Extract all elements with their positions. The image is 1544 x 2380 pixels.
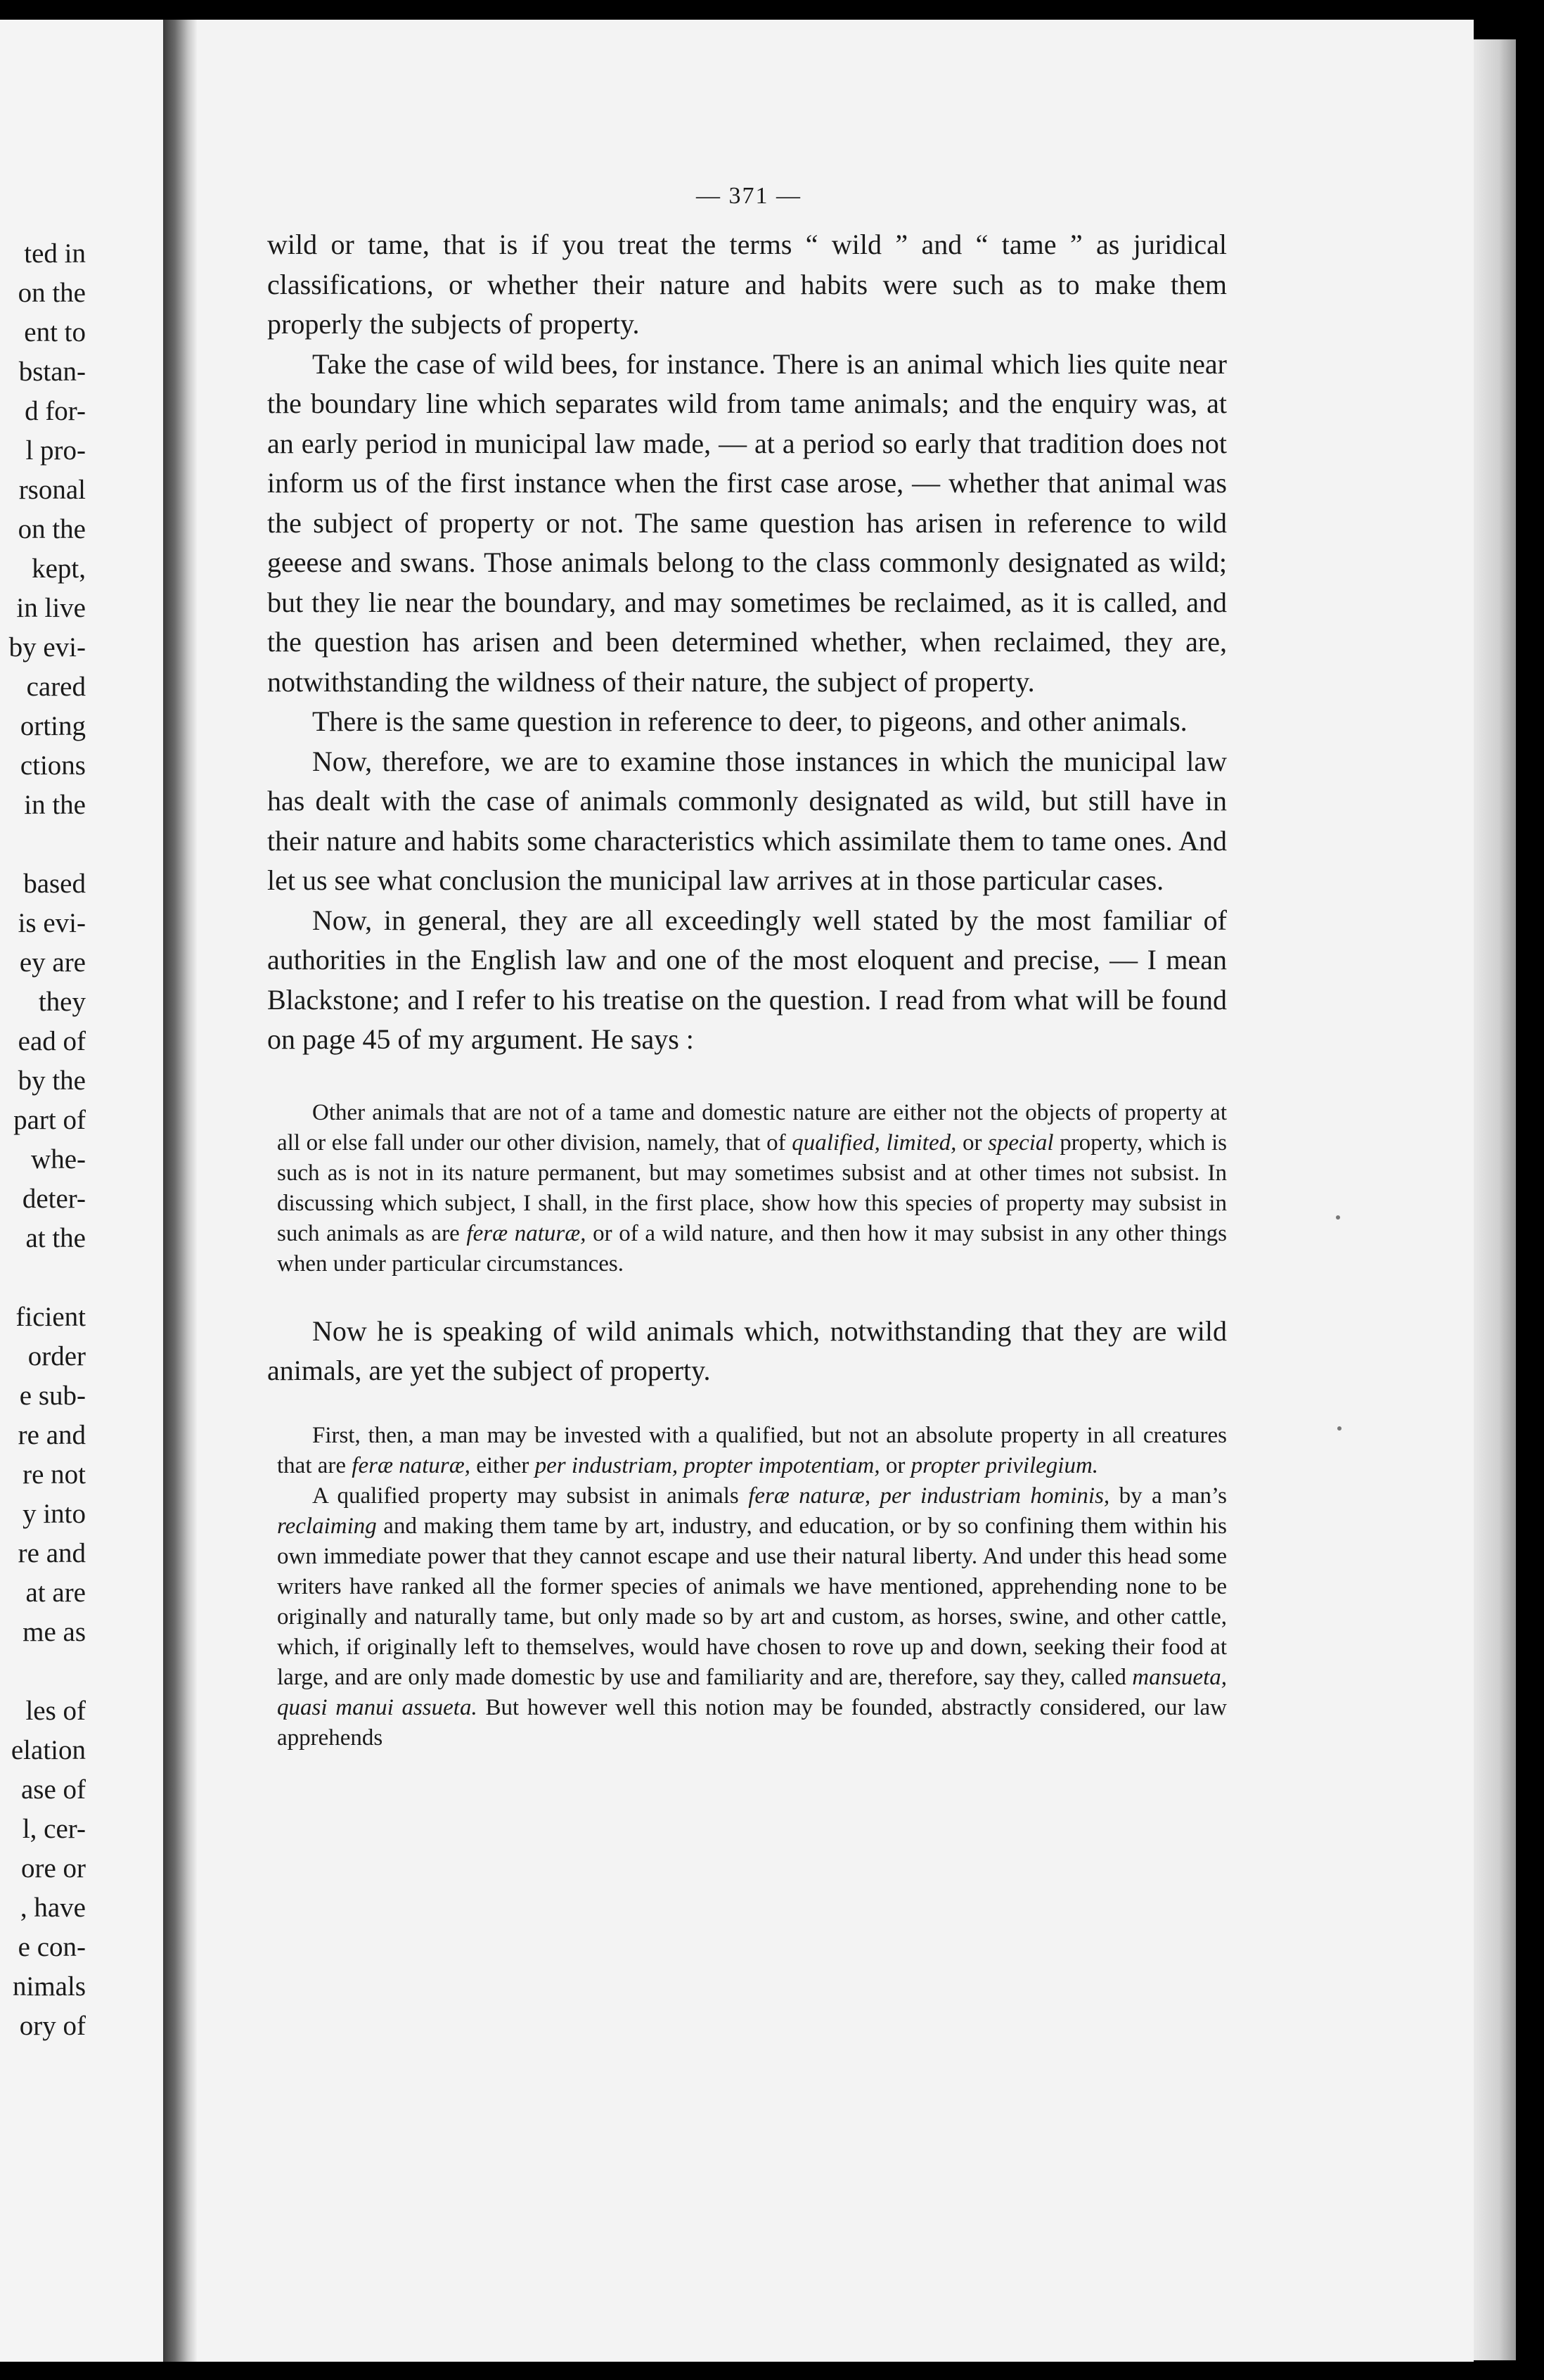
quote-italic: per industriam, propter impotentiam, — [534, 1452, 880, 1478]
left-page-line-fragment: les of — [25, 1696, 86, 1726]
blockquote-other-animals — [267, 1098, 1227, 1279]
left-page-line-fragment: kept, — [32, 554, 86, 584]
left-page-line-fragment: nimals — [13, 1971, 86, 2002]
left-page-line-fragment: ory of — [19, 2011, 86, 2041]
left-page-line-fragment: ey are — [19, 947, 86, 978]
blockquote-qualified-property — [267, 1481, 1227, 1753]
left-page-line-fragment: based — [23, 869, 86, 899]
left-page-line-fragment: orting — [20, 711, 86, 741]
quote-italic: feræ naturæ, — [466, 1220, 586, 1246]
quote-text: by a man’s — [1109, 1483, 1227, 1509]
quote-italic: mansueta, quasi manui assueta. — [277, 1664, 1227, 1720]
left-page-line-fragment: they — [38, 987, 86, 1017]
left-page-line-fragment: ted in — [24, 238, 86, 269]
left-page-line-fragment: e sub- — [19, 1381, 86, 1411]
quote-text: Other animals that are not of a tame and domestic nature are either not the objects of property at all or else fall under our other division, namely, that of — [277, 1099, 1227, 1156]
left-page-line-fragment: l, cer- — [22, 1814, 86, 1844]
left-page-line-fragment: in the — [24, 790, 86, 820]
paragraph-examine-instances: Now, therefore, we are to examine those instances in which the municipal law has dealt with the case of animals commonly designated as wild, but still have in their nature and habits some characteristics which assimilate them to tame ones. And let us see what conclusion the municipal law arrives at in those particular cases. — [267, 745, 1227, 896]
quote-italic: qualified, limited, — [792, 1130, 957, 1156]
quote-text: But however well this notion may be founded, abstractly considered, our law apprehends — [277, 1694, 1227, 1751]
speck — [1336, 1215, 1340, 1220]
left-facing-page — [0, 20, 163, 2362]
left-page-line-fragment: cared — [26, 672, 86, 702]
quote-italic: feræ naturæ, — [352, 1452, 470, 1478]
quote-italic: propter privilegium. — [911, 1452, 1099, 1478]
quote-text: or — [880, 1452, 911, 1478]
left-page-line-fragment: on the — [18, 278, 86, 308]
paragraph-deer-pigeons: There is the same question in reference to deer, to pigeons, and other animals. — [312, 705, 1188, 737]
paragraph-continuation: wild or tame, that is if you treat the terms “ wild ” and “ tame ” as juridical classifications, or whether their nature and habits were such as to make them properly the subjects of property. — [267, 229, 1227, 340]
quote-text: A qualified property may subsist in animals — [312, 1483, 749, 1509]
quote-text: or of a wild nature, and then how it may subsist in any other things when under particular circumstances. — [277, 1220, 1228, 1277]
left-page-line-fragment: at are — [25, 1578, 86, 1608]
left-page-line-fragment: by evi- — [8, 632, 86, 663]
quote-text: First, then, a man may be invested with a qualified, but not an absolute property in all creatures that are — [277, 1422, 1227, 1478]
left-page-line-fragment: in live — [16, 593, 86, 623]
quote-text: and making them tame by art, industry, and education, or by so confining them within his own immediate power that they cannot escape and use their natural liberty. And under this head some writers have ranked all the former species of animals we have mentioned, apprehending none to be originally and naturally tame, but only made so by art and custom, as horses, swine, and other cattle, which, if originally left to themselves, would have chosen to rove up and down, seeking their food at large, and are only made domestic by use and familiarity and are, therefore, say they, called — [277, 1513, 1227, 1690]
quote-text: or — [956, 1130, 989, 1156]
quote-text: property, which is such as is not in its nature permanent, but may sometimes subsist and at other times not subsist. In discussing which subject, I shall, in the first place, show how this species of property may subsist in such animals as are — [277, 1130, 1227, 1246]
book-gutter-shadow — [163, 20, 197, 2362]
left-page-line-fragment: is evi- — [18, 908, 86, 938]
left-page-line-fragment: rsonal — [18, 475, 86, 505]
left-page-line-fragment: re and — [18, 1420, 86, 1450]
left-page-line-fragment: order — [27, 1341, 86, 1371]
paragraph-blackstone: Now, in general, they are all exceedingly well stated by the most familiar of authorities in the English law and one of the most eloquent and precise, — I mean Blackstone; and I refer to his treatise on the question. I read from what will be found on page 45 of my argument. He says : — [267, 904, 1227, 1055]
paragraph-speaking-of-wild: Now he is speaking of wild animals which, notwithstanding that they are wild animals, are yet the subject of property. — [267, 1314, 1227, 1386]
left-page-line-fragment: ent to — [24, 317, 86, 347]
left-page-line-fragment: me as — [22, 1617, 86, 1647]
quote-italic: feræ naturæ, per industriam hominis, — [748, 1483, 1110, 1509]
left-page-line-fragment: ficient — [15, 1302, 86, 1332]
left-page-line-fragment: , have — [20, 1893, 86, 1923]
left-page-line-fragment: re and — [18, 1538, 86, 1568]
left-page-line-fragment: d for- — [25, 396, 86, 426]
left-page-line-fragment: whe- — [31, 1144, 86, 1175]
page-edge-strip — [1474, 39, 1516, 2360]
left-page-line-fragment: ase of — [20, 1774, 86, 1805]
left-page-line-fragment: y into — [22, 1499, 86, 1529]
left-page-line-fragment: elation — [11, 1735, 86, 1765]
page-number: — 371 — — [696, 183, 802, 209]
quote-text: either — [470, 1452, 535, 1478]
blockquote-first-then — [267, 1421, 1227, 1481]
left-page-line-fragment: at the — [25, 1223, 86, 1253]
quote-italic: special — [988, 1130, 1054, 1156]
main-text-column — [267, 225, 1227, 1753]
left-page-line-fragment: ore or — [20, 1853, 86, 1883]
left-page-line-fragment: deter- — [22, 1184, 86, 1214]
left-page-line-fragment: on the — [18, 514, 86, 544]
left-page-line-fragment: by the — [18, 1066, 86, 1096]
quote-italic: reclaiming — [277, 1513, 377, 1539]
left-page-line-fragment: ctions — [20, 750, 86, 781]
left-page-line-fragment: ead of — [18, 1026, 86, 1056]
left-page-line-fragment: re not — [22, 1459, 86, 1490]
left-page-line-fragment: l pro- — [25, 435, 86, 466]
left-page-line-fragment: part of — [13, 1105, 86, 1135]
left-page-line-fragment: bstan- — [18, 357, 86, 387]
speck — [1337, 1426, 1342, 1431]
left-page-line-fragment: e con- — [18, 1932, 86, 1962]
paragraph-wild-bees: Take the case of wild bees, for instance. There is an animal which lies quite near the boundary line which separates wild from tame animals; and the enquiry was, at an early period in municipal law made, — at a period so early that tradition does not inform us of the first instance when the first case arose, — whether that animal was the subject of property or not. The same question has arisen in reference to wild geeese and swans. Those animals belong to the class commonly designated as wild; but they lie near the boundary, and may sometimes be reclaimed, as it is called, and the question has arisen and been determined whether, when reclaimed, they are, notwithstanding the wildness of their nature, the subject of property. — [267, 347, 1227, 698]
